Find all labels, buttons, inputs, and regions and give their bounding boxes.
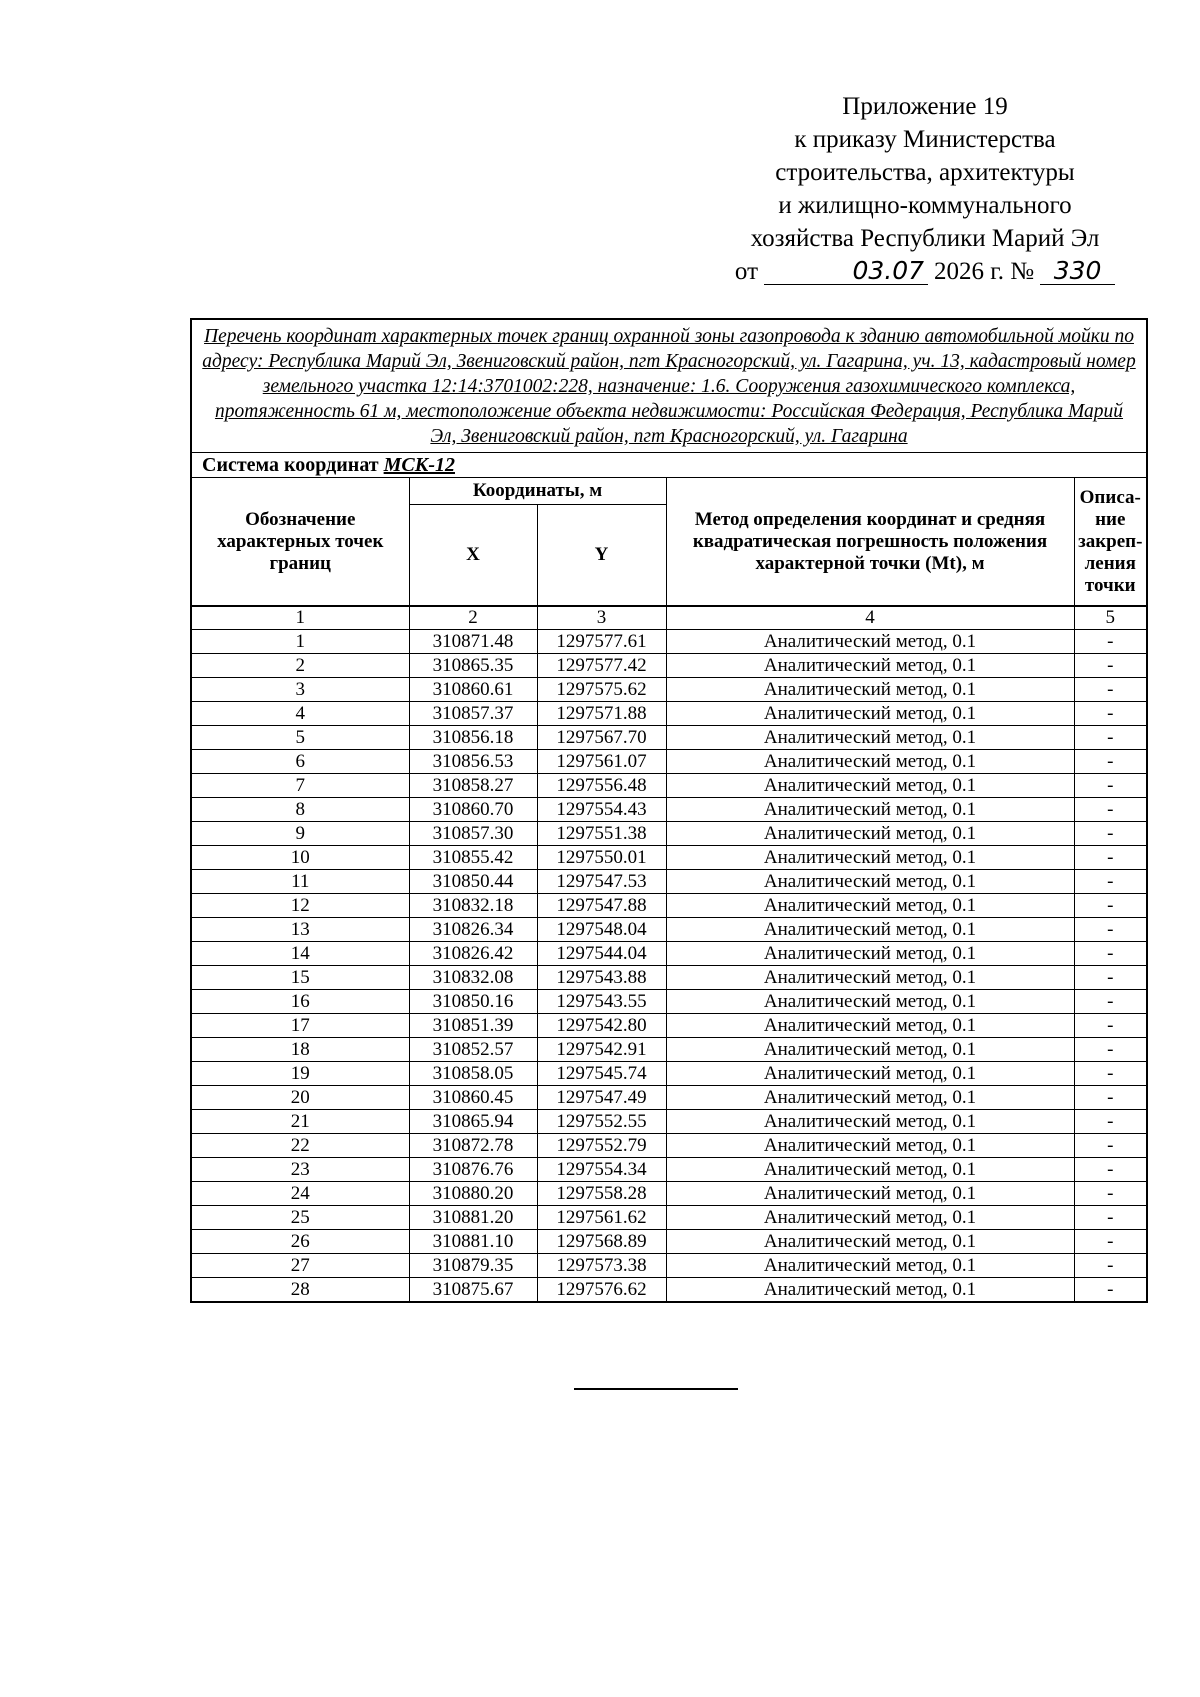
x-coordinate-cell: 310852.57 xyxy=(409,1038,537,1062)
x-coordinate-cell: 310871.48 xyxy=(409,630,537,654)
header-method: Метод определения координат и средняя квадратическая погрешность положения характерной точки (Mt), м xyxy=(666,478,1074,606)
method-cell: Аналитический метод, 0.1 xyxy=(666,1206,1074,1230)
table-row xyxy=(192,1278,1146,1302)
x-coordinate-cell: 310875.67 xyxy=(409,1278,537,1302)
y-coordinate-cell: 1297573.38 xyxy=(537,1254,666,1278)
table-row xyxy=(192,1062,1146,1086)
table-row xyxy=(192,1206,1146,1230)
order-reference-line: к приказу Министерства xyxy=(794,126,1056,153)
y-coordinate-cell: 1297552.55 xyxy=(537,1110,666,1134)
description-cell: - xyxy=(1074,942,1146,966)
table-row xyxy=(192,1158,1146,1182)
table-row xyxy=(192,702,1146,726)
x-coordinate-cell: 310872.78 xyxy=(409,1134,537,1158)
ministry-line-2: и жилищно-коммунального xyxy=(778,192,1072,219)
description-cell: - xyxy=(1074,966,1146,990)
description-cell: - xyxy=(1074,1158,1146,1182)
point-number-cell: 20 xyxy=(192,1086,409,1110)
method-cell: Аналитический метод, 0.1 xyxy=(666,1254,1074,1278)
point-number-cell: 4 xyxy=(192,702,409,726)
method-cell: Аналитический метод, 0.1 xyxy=(666,822,1074,846)
x-coordinate-cell: 310826.34 xyxy=(409,918,537,942)
table-row xyxy=(192,1038,1146,1062)
point-number-cell: 18 xyxy=(192,1038,409,1062)
x-coordinate-cell: 310857.37 xyxy=(409,702,537,726)
y-coordinate-cell: 1297548.04 xyxy=(537,918,666,942)
table-row xyxy=(192,1014,1146,1038)
description-cell: - xyxy=(1074,726,1146,750)
x-coordinate-cell: 310856.53 xyxy=(409,750,537,774)
description-cell: - xyxy=(1074,1230,1146,1254)
table-row xyxy=(192,798,1146,822)
y-coordinate-cell: 1297543.88 xyxy=(537,966,666,990)
y-coordinate-cell: 1297575.62 xyxy=(537,678,666,702)
table-row xyxy=(192,726,1146,750)
method-cell: Аналитический метод, 0.1 xyxy=(666,894,1074,918)
method-cell: Аналитический метод, 0.1 xyxy=(666,654,1074,678)
table-row xyxy=(192,822,1146,846)
y-coordinate-cell: 1297543.55 xyxy=(537,990,666,1014)
x-coordinate-cell: 310865.35 xyxy=(409,654,537,678)
method-cell: Аналитический метод, 0.1 xyxy=(666,1062,1074,1086)
header-description: Описа-ние закреп-ления точки xyxy=(1074,478,1146,606)
y-coordinate-cell: 1297561.62 xyxy=(537,1206,666,1230)
y-coordinate-cell: 1297542.80 xyxy=(537,1014,666,1038)
table-row xyxy=(192,1230,1146,1254)
order-number-handwritten: 330 xyxy=(1040,258,1115,285)
description-cell: - xyxy=(1074,630,1146,654)
y-coordinate-cell: 1297567.70 xyxy=(537,726,666,750)
table-row xyxy=(192,894,1146,918)
table-row xyxy=(192,654,1146,678)
description-cell: - xyxy=(1074,654,1146,678)
point-number-cell: 17 xyxy=(192,1014,409,1038)
x-coordinate-cell: 310860.61 xyxy=(409,678,537,702)
y-coordinate-cell: 1297542.91 xyxy=(537,1038,666,1062)
method-cell: Аналитический метод, 0.1 xyxy=(666,1014,1074,1038)
description-cell: - xyxy=(1074,1254,1146,1278)
column-number: 4 xyxy=(666,606,1074,630)
y-coordinate-cell: 1297568.89 xyxy=(537,1230,666,1254)
x-coordinate-cell: 310881.20 xyxy=(409,1206,537,1230)
coordinates-table xyxy=(192,478,1146,1301)
point-number-cell: 22 xyxy=(192,1134,409,1158)
y-coordinate-cell: 1297550.01 xyxy=(537,846,666,870)
y-coordinate-cell: 1297554.34 xyxy=(537,1158,666,1182)
y-coordinate-cell: 1297571.88 xyxy=(537,702,666,726)
x-coordinate-cell: 310876.76 xyxy=(409,1158,537,1182)
point-number-cell: 1 xyxy=(192,630,409,654)
method-cell: Аналитический метод, 0.1 xyxy=(666,678,1074,702)
point-number-cell: 5 xyxy=(192,726,409,750)
description-cell: - xyxy=(1074,774,1146,798)
coordinate-rows xyxy=(192,630,1146,1302)
description-cell: - xyxy=(1074,798,1146,822)
x-coordinate-cell: 310856.18 xyxy=(409,726,537,750)
table-row xyxy=(192,846,1146,870)
table-title: Перечень координат характерных точек границ охранной зоны газопровода к зданию автомобильной мойки по адресу: Республика Марий Эл, Звениговский район, пгт Красногорский, ул. Гагарина, уч. 13, кадастровый номер земельного участка 12:14:3701002:228, назначение: 1.6. Сооружения газохимического комплекса, протяженность 61 м, местоположение объекта недвижимости: Российская Федерация, Республика Марий Эл, Звениговский район, пгт Красногорский, ул. Гагарина xyxy=(192,320,1146,453)
header-x: X xyxy=(409,505,537,607)
table-row xyxy=(192,630,1146,654)
y-coordinate-cell: 1297561.07 xyxy=(537,750,666,774)
x-coordinate-cell: 310860.45 xyxy=(409,1086,537,1110)
x-coordinate-cell: 310879.35 xyxy=(409,1254,537,1278)
description-cell: - xyxy=(1074,1038,1146,1062)
description-cell: - xyxy=(1074,702,1146,726)
coordinate-system-label: Система координат xyxy=(202,454,379,476)
method-cell: Аналитический метод, 0.1 xyxy=(666,726,1074,750)
y-coordinate-cell: 1297558.28 xyxy=(537,1182,666,1206)
point-number-cell: 14 xyxy=(192,942,409,966)
description-cell: - xyxy=(1074,894,1146,918)
description-cell: - xyxy=(1074,990,1146,1014)
method-cell: Аналитический метод, 0.1 xyxy=(666,630,1074,654)
y-coordinate-cell: 1297547.88 xyxy=(537,894,666,918)
method-cell: Аналитический метод, 0.1 xyxy=(666,1230,1074,1254)
column-number: 1 xyxy=(192,606,409,630)
header-y: Y xyxy=(537,505,666,607)
y-coordinate-cell: 1297551.38 xyxy=(537,822,666,846)
order-date-line xyxy=(700,255,1150,288)
description-cell: - xyxy=(1074,1134,1146,1158)
y-coordinate-cell: 1297547.53 xyxy=(537,870,666,894)
x-coordinate-cell: 310858.05 xyxy=(409,1062,537,1086)
method-cell: Аналитический метод, 0.1 xyxy=(666,1086,1074,1110)
table-row xyxy=(192,678,1146,702)
x-coordinate-cell: 310865.94 xyxy=(409,1110,537,1134)
ministry-line-3: хозяйства Республики Марий Эл xyxy=(750,225,1100,252)
point-number-cell: 21 xyxy=(192,1110,409,1134)
point-number-cell: 23 xyxy=(192,1158,409,1182)
point-number-cell: 3 xyxy=(192,678,409,702)
column-number-row xyxy=(192,606,1146,630)
header-coordinates: Координаты, м xyxy=(409,478,666,505)
table-row xyxy=(192,1086,1146,1110)
coordinate-system-row xyxy=(192,453,1146,478)
method-cell: Аналитический метод, 0.1 xyxy=(666,966,1074,990)
x-coordinate-cell: 310857.30 xyxy=(409,822,537,846)
point-number-cell: 26 xyxy=(192,1230,409,1254)
y-coordinate-cell: 1297545.74 xyxy=(537,1062,666,1086)
coordinate-system-value: МСК-12 xyxy=(383,454,455,476)
point-number-cell: 27 xyxy=(192,1254,409,1278)
description-cell: - xyxy=(1074,1014,1146,1038)
x-coordinate-cell: 310881.10 xyxy=(409,1230,537,1254)
point-number-cell: 13 xyxy=(192,918,409,942)
point-number-cell: 12 xyxy=(192,894,409,918)
table-row xyxy=(192,966,1146,990)
point-number-cell: 9 xyxy=(192,822,409,846)
y-coordinate-cell: 1297577.42 xyxy=(537,654,666,678)
x-coordinate-cell: 310851.39 xyxy=(409,1014,537,1038)
x-coordinate-cell: 310880.20 xyxy=(409,1182,537,1206)
point-number-cell: 15 xyxy=(192,966,409,990)
description-cell: - xyxy=(1074,678,1146,702)
x-coordinate-cell: 310832.18 xyxy=(409,894,537,918)
column-number: 3 xyxy=(537,606,666,630)
point-number-cell: 11 xyxy=(192,870,409,894)
y-coordinate-cell: 1297552.79 xyxy=(537,1134,666,1158)
column-number: 2 xyxy=(409,606,537,630)
description-cell: - xyxy=(1074,822,1146,846)
description-cell: - xyxy=(1074,870,1146,894)
table-row xyxy=(192,942,1146,966)
header-point-designation: Обозначение характерных точек границ xyxy=(192,478,409,606)
description-cell: - xyxy=(1074,918,1146,942)
point-number-cell: 10 xyxy=(192,846,409,870)
end-divider xyxy=(574,1388,738,1390)
description-cell: - xyxy=(1074,1278,1146,1302)
point-number-cell: 7 xyxy=(192,774,409,798)
description-cell: - xyxy=(1074,1110,1146,1134)
point-number-cell: 19 xyxy=(192,1062,409,1086)
method-cell: Аналитический метод, 0.1 xyxy=(666,846,1074,870)
table-row xyxy=(192,1110,1146,1134)
x-coordinate-cell: 310858.27 xyxy=(409,774,537,798)
y-coordinate-cell: 1297576.62 xyxy=(537,1278,666,1302)
y-coordinate-cell: 1297556.48 xyxy=(537,774,666,798)
y-coordinate-cell: 1297554.43 xyxy=(537,798,666,822)
description-cell: - xyxy=(1074,1182,1146,1206)
method-cell: Аналитический метод, 0.1 xyxy=(666,1278,1074,1302)
point-number-cell: 24 xyxy=(192,1182,409,1206)
x-coordinate-cell: 310860.70 xyxy=(409,798,537,822)
method-cell: Аналитический метод, 0.1 xyxy=(666,774,1074,798)
x-coordinate-cell: 310855.42 xyxy=(409,846,537,870)
order-date-handwritten: 03.07 xyxy=(764,258,928,285)
method-cell: Аналитический метод, 0.1 xyxy=(666,1182,1074,1206)
table-row xyxy=(192,774,1146,798)
x-coordinate-cell: 310850.16 xyxy=(409,990,537,1014)
method-cell: Аналитический метод, 0.1 xyxy=(666,750,1074,774)
from-label: от xyxy=(734,258,759,285)
appendix-header xyxy=(700,90,1150,288)
y-coordinate-cell: 1297547.49 xyxy=(537,1086,666,1110)
y-coordinate-cell: 1297544.04 xyxy=(537,942,666,966)
x-coordinate-cell: 310826.42 xyxy=(409,942,537,966)
method-cell: Аналитический метод, 0.1 xyxy=(666,1158,1074,1182)
point-number-cell: 16 xyxy=(192,990,409,1014)
ministry-line-1: строительства, архитектуры xyxy=(775,159,1075,186)
point-number-cell: 6 xyxy=(192,750,409,774)
point-number-cell: 2 xyxy=(192,654,409,678)
method-cell: Аналитический метод, 0.1 xyxy=(666,798,1074,822)
table-row xyxy=(192,1182,1146,1206)
method-cell: Аналитический метод, 0.1 xyxy=(666,918,1074,942)
method-cell: Аналитический метод, 0.1 xyxy=(666,990,1074,1014)
table-row xyxy=(192,1254,1146,1278)
column-number: 5 xyxy=(1074,606,1146,630)
table-row xyxy=(192,1134,1146,1158)
x-coordinate-cell: 310850.44 xyxy=(409,870,537,894)
description-cell: - xyxy=(1074,1062,1146,1086)
description-cell: - xyxy=(1074,846,1146,870)
table-row xyxy=(192,750,1146,774)
table-row xyxy=(192,870,1146,894)
description-cell: - xyxy=(1074,750,1146,774)
year-number-label: 2026 г. № xyxy=(934,258,1035,285)
coordinates-table-frame xyxy=(190,318,1148,1303)
method-cell: Аналитический метод, 0.1 xyxy=(666,702,1074,726)
y-coordinate-cell: 1297577.61 xyxy=(537,630,666,654)
point-number-cell: 28 xyxy=(192,1278,409,1302)
method-cell: Аналитический метод, 0.1 xyxy=(666,1134,1074,1158)
method-cell: Аналитический метод, 0.1 xyxy=(666,1038,1074,1062)
table-row xyxy=(192,990,1146,1014)
method-cell: Аналитический метод, 0.1 xyxy=(666,870,1074,894)
method-cell: Аналитический метод, 0.1 xyxy=(666,942,1074,966)
description-cell: - xyxy=(1074,1206,1146,1230)
method-cell: Аналитический метод, 0.1 xyxy=(666,1110,1074,1134)
point-number-cell: 8 xyxy=(192,798,409,822)
appendix-title: Приложение 19 xyxy=(842,93,1008,120)
table-row xyxy=(192,918,1146,942)
description-cell: - xyxy=(1074,1086,1146,1110)
x-coordinate-cell: 310832.08 xyxy=(409,966,537,990)
point-number-cell: 25 xyxy=(192,1206,409,1230)
